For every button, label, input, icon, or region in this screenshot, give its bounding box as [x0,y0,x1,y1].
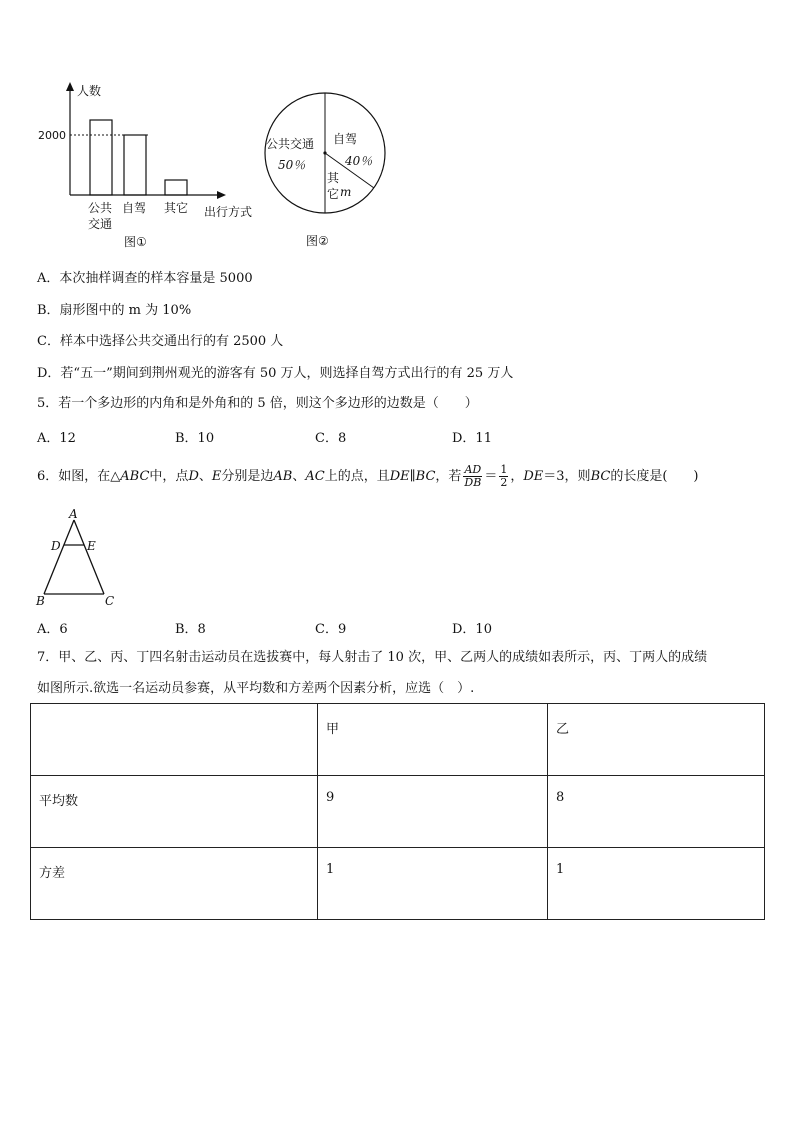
table-header-cell-jia: 甲 [318,704,548,776]
vertex-c-label: C [105,594,115,608]
figure1-caption: 图① [124,235,147,249]
q5-option-a: A．12 [37,431,76,446]
table-cell-value: 1 [548,848,765,920]
pie-center-dot [323,151,326,154]
table-header-cell-yi: 乙 [548,704,765,776]
q7-line-1: 7．甲、乙、丙、丁四名射击运动员在选拔赛中，每人射击了 10 次，甲、乙两人的成绩如表所示，丙、丁两人的成绩 [37,650,708,665]
q6-text-6: ， [510,469,524,484]
q6-option-a: A．6 [37,622,68,637]
triangle-figure [32,508,127,608]
table-row [31,776,765,848]
q6-option-b: B．8 [175,622,206,637]
q5-stem: 5．若一个多边形的内角和是外角和的 5 倍，则这个多边形的边数是（ ） [37,396,478,411]
q6-point-e: E [211,469,222,484]
bar-chart-figure [30,78,270,253]
y-axis-arrow [66,82,74,91]
category-label-self: 自驾 [122,201,147,215]
vertex-a-label: A [69,508,78,521]
q7-line-2: 如图所示.欲选一名运动员参赛，从平均数和方差两个因素分析，应选（ ）. [37,681,475,696]
q6-text-7: ＝3，则 [543,469,591,484]
table-header-row [31,704,765,776]
table-row [31,848,765,920]
q6-eq: ＝ [484,469,498,484]
q4-option-a: A．本次抽样调查的样本容量是 5000 [37,271,253,286]
q6-side-ac: AC [305,469,325,484]
bar-other [165,180,187,195]
q4-option-b: B．扇形图中的 m 为 10% [37,303,192,318]
q6-text-4: 上的点，且 [324,469,390,484]
q6-frac1-den: DB [464,476,482,489]
q4-option-d: D．若“五一”期间到荆州观光的游客有 50 万人，则选择自驾方式出行的有 25 万人 [37,366,514,381]
q6-text-8: 的长度是( ) [610,469,699,484]
table-header-cell-empty [31,704,318,776]
q6-text-2: 中，点 [149,469,189,484]
table-cell-value: 1 [318,848,548,920]
q6-frac2-num: 1 [500,463,508,476]
q6-sep-1: 、 [198,469,212,484]
bar-public-transport [90,120,112,195]
q6-frac2-den: 2 [500,476,508,489]
slice-label-public: 公共交通 [266,137,315,151]
category-label-other: 其它 [164,201,189,215]
q5-option-d: D．11 [452,431,492,446]
point-d-label: D [51,539,61,553]
slice-pct-public: 50％ [278,158,306,172]
q6-point-d: D [188,469,199,484]
q6-side-ab: AB [273,469,293,484]
score-table [30,703,765,920]
y-tick-label: 2000 [38,129,66,142]
table-cell-label: 平均数 [31,776,318,848]
q6-stem [37,462,698,492]
q6-sep-2: 、 [292,469,306,484]
q6-de: DE [523,469,544,484]
q6-text-1: 6．如图，在 [37,469,111,484]
q6-text-5: ，若 [435,469,462,484]
q6-fraction-half [499,464,508,489]
x-axis-arrow [217,191,226,199]
y-axis-label: 人数 [77,84,102,98]
slice-label-self: 自驾 [333,132,358,146]
q6-fraction-ad-db [463,464,482,489]
vertex-b-label: B [36,594,45,608]
slice-pct-self: 40％ [345,154,373,168]
table-cell-label: 方差 [31,848,318,920]
q5-option-c: C．8 [315,431,347,446]
pie-chart-figure [260,88,390,256]
q6-option-c: C．9 [315,622,347,637]
q6-triangle: △ABC [110,469,150,484]
q6-option-d: D．10 [452,622,492,637]
figure2-caption: 图② [306,234,329,248]
bar-chart-bars [90,120,187,195]
table-cell-value: 9 [318,776,548,848]
q6-parallel: DE∥BC [389,469,436,484]
q6-bc: BC [590,469,611,484]
slice-label-other-2: 它 [327,187,340,201]
q4-option-c: C．样本中选择公共交通出行的有 2500 人 [37,334,284,349]
table-cell-value: 8 [548,776,765,848]
slice-var-m: m [340,185,352,199]
category-label-public-1: 公共 [88,201,113,215]
side-ac [74,520,104,594]
category-label-public-2: 交通 [88,217,113,231]
bar-self-drive [124,135,146,195]
q6-frac1-num: AD [464,463,482,476]
q5-option-b: B．10 [175,431,215,446]
slice-label-other-1: 其 [327,171,340,185]
point-e-label: E [87,539,96,553]
q6-text-3: 分别是边 [221,469,274,484]
side-ab [44,520,74,594]
x-axis-label: 出行方式 [204,205,253,219]
